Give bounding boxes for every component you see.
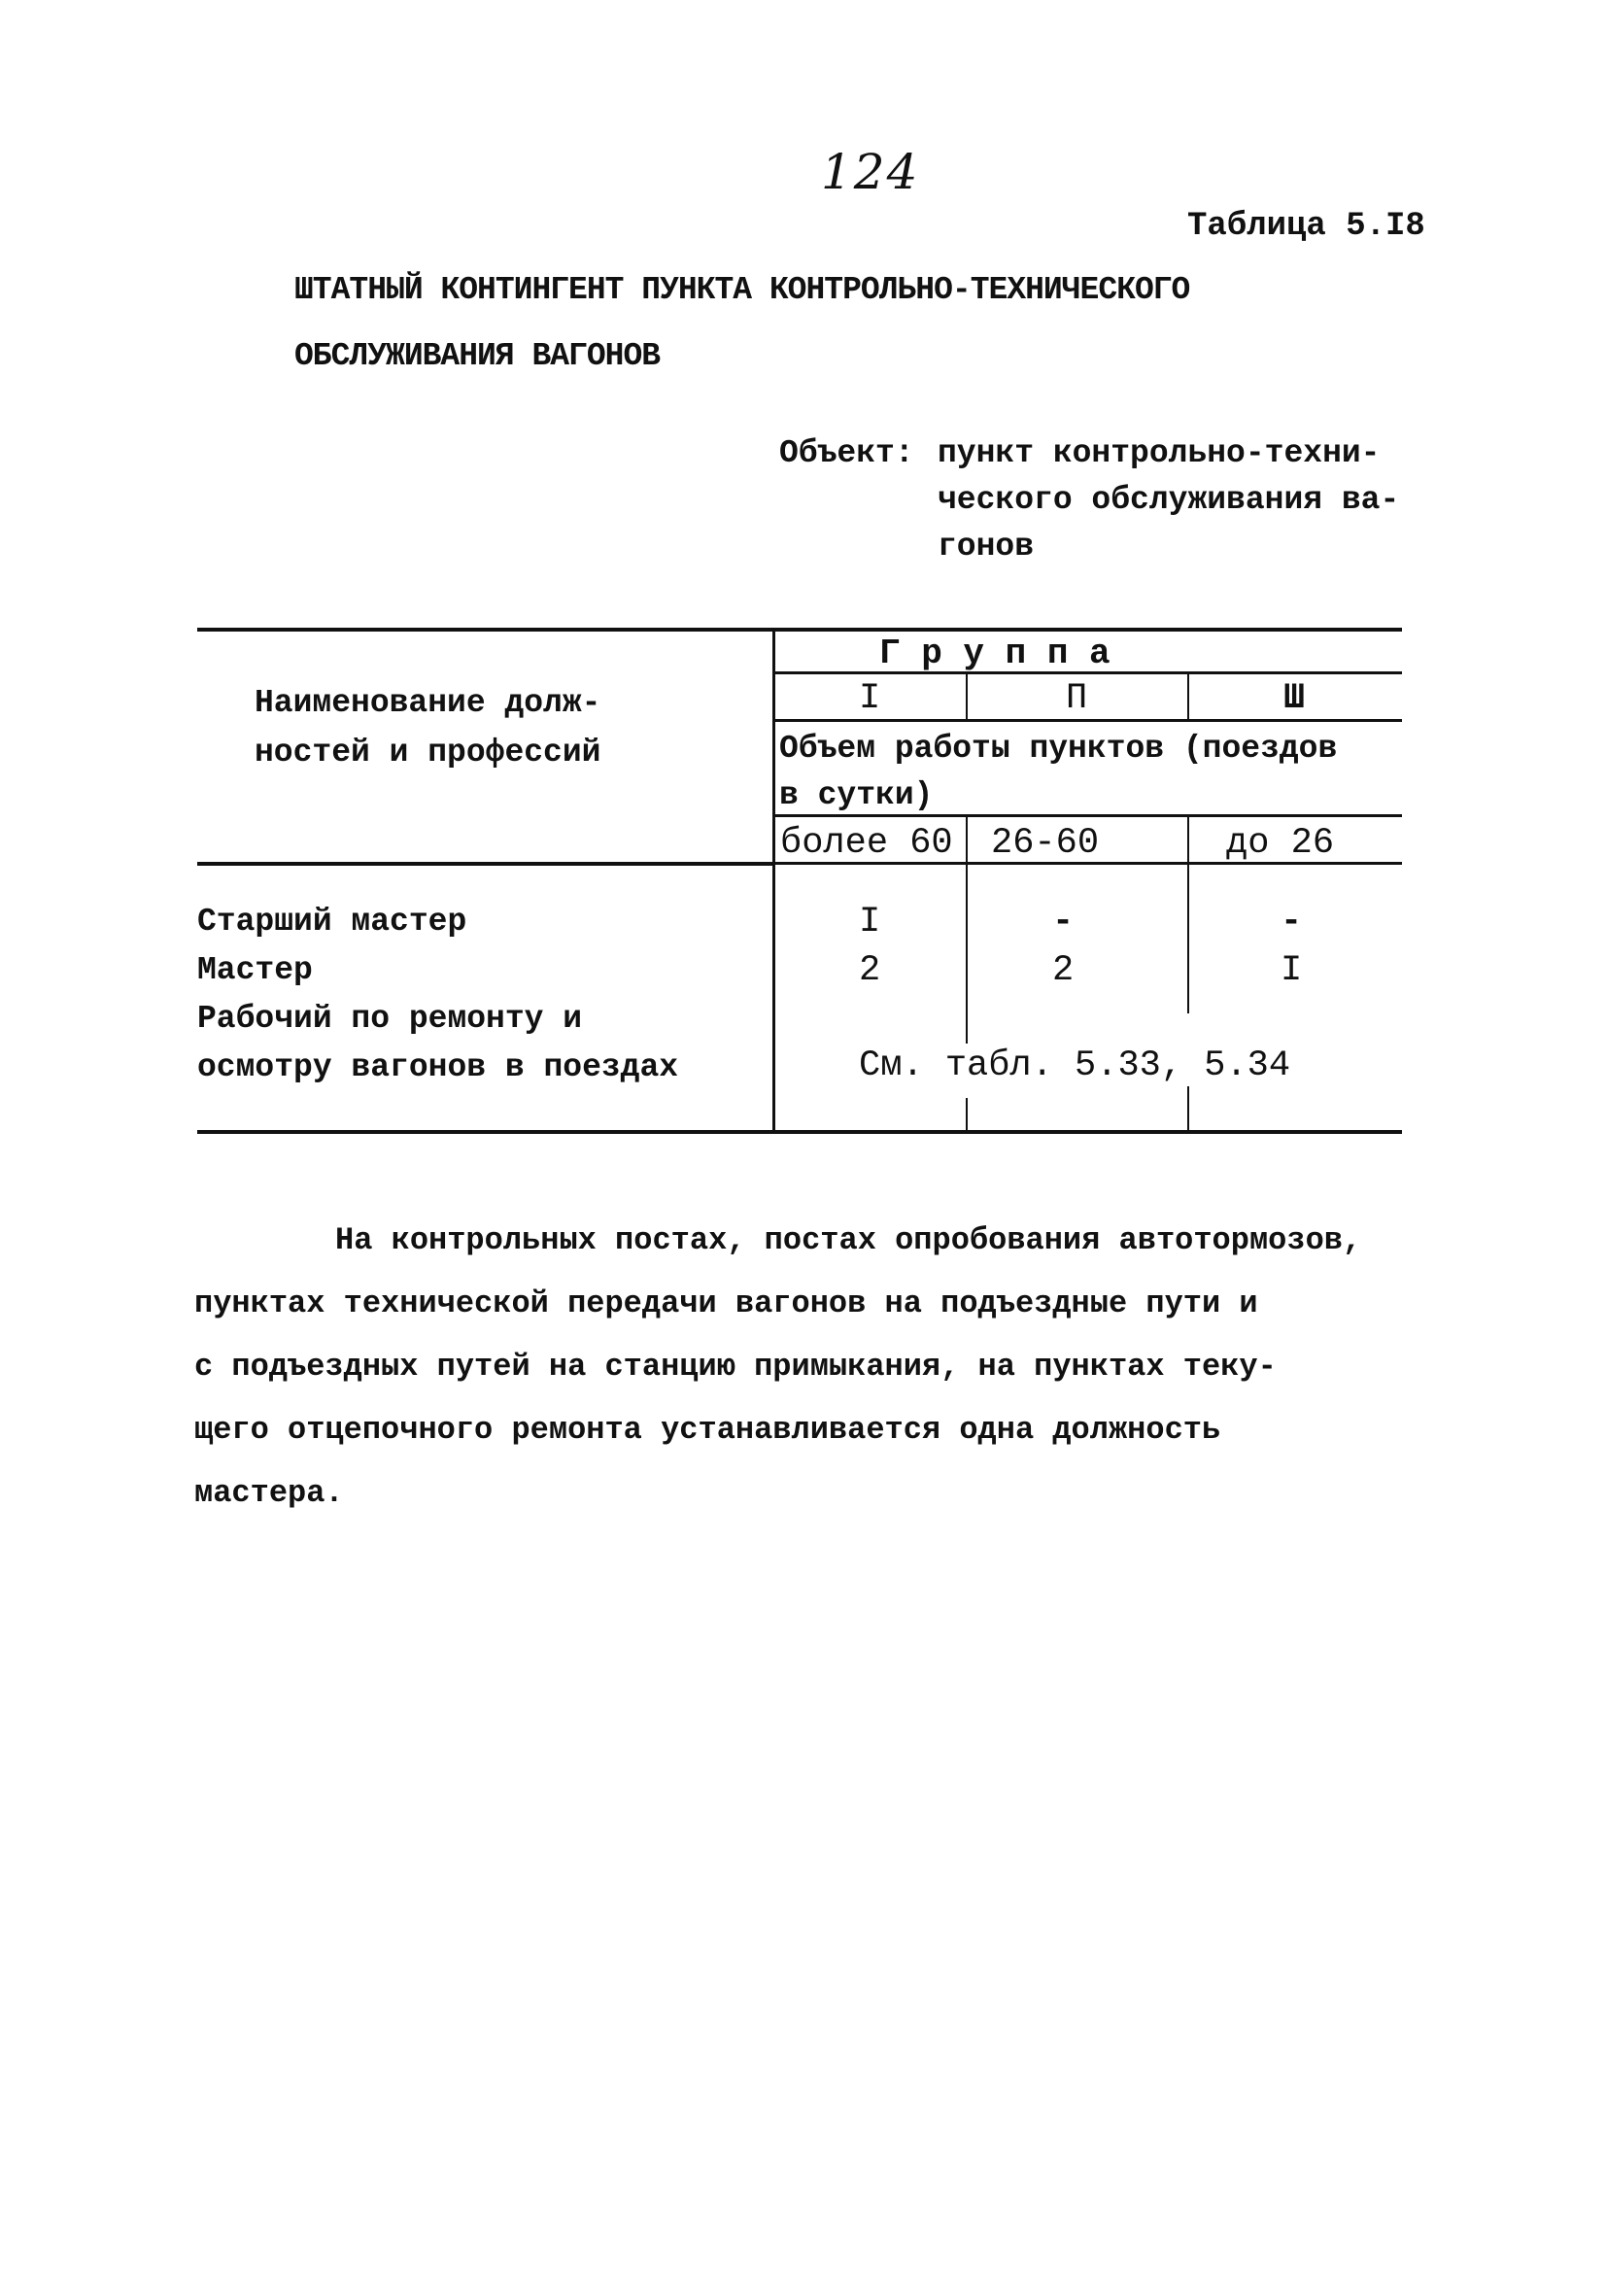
row-name: Старший мастер [197, 904, 467, 940]
row-value-group-1: 2 [859, 950, 881, 991]
page-number: 124 [821, 144, 920, 200]
header-bottom-rule [197, 862, 774, 866]
row-value-group-1: I [859, 902, 881, 942]
volume-range-1: более 60 [780, 823, 953, 864]
title-line-1: ШТАТНЫЙ КОНТИНГЕНТ ПУНКТА КОНТРОЛЬНО-ТЕХНИЧЕСКОГО [294, 272, 1190, 308]
object-line-3: гонов [938, 529, 1035, 565]
volume-range-2: 26-60 [991, 823, 1100, 864]
row-value-group-3: - [1281, 902, 1303, 942]
group-divider-1 [966, 814, 968, 1044]
row-value-group-2: 2 [1052, 950, 1075, 991]
paragraph-line-5: мастера. [194, 1475, 344, 1511]
volume-header-line-2: в сутки) [779, 777, 934, 813]
object-label: Объект: [779, 435, 914, 471]
title-line-2: ОБСЛУЖИВАНИЯ ВАГОНОВ [294, 338, 661, 374]
volume-range-3: до 26 [1226, 823, 1335, 864]
row-name: Мастер [197, 952, 313, 988]
paragraph-line-3: с подъездных путей на станцию примыкания, на пунктах теку- [194, 1349, 1277, 1385]
name-header-line-1: Наименование долж- [255, 685, 601, 721]
group-divider-2-top [1187, 671, 1189, 721]
worker-name-line-2: осмотру вагонов в поездах [197, 1049, 679, 1085]
table-label: Таблица 5.I8 [1187, 208, 1425, 245]
group-number-3: Ш [1283, 678, 1306, 719]
name-column-divider [772, 628, 775, 1134]
group-divider-1-top [966, 671, 968, 721]
group-divider-2 [1187, 814, 1189, 1013]
group-number-rule [774, 719, 1402, 722]
name-header-line-2: ностей и профессий [255, 735, 601, 771]
worker-name-line-1: Рабочий по ремонту и [197, 1001, 583, 1037]
worker-reference: См. табл. 5.33, 5.34 [859, 1045, 1291, 1086]
group-number-1: I [859, 678, 881, 719]
volume-header-rule [774, 814, 1402, 817]
paragraph-line-4: щего отцепочного ремонта устанавливается одна должность [194, 1412, 1221, 1448]
paragraph-line-1: На контрольных постах, постах опробования автотормозов, [335, 1222, 1362, 1258]
table-top-rule [197, 628, 1402, 632]
object-line-2: ческого обслуживания ва- [938, 482, 1400, 518]
row-value-group-2: - [1052, 902, 1075, 942]
row-value-group-3: I [1281, 950, 1303, 991]
group-divider-1-bottom [966, 1098, 968, 1132]
group-header: Г р у п п а [879, 634, 1111, 673]
paragraph-line-2: пунктах технической передачи вагонов на подъездные пути и [194, 1285, 1258, 1321]
object-line-1: пункт контрольно-техни- [938, 435, 1381, 471]
table-bottom-rule [197, 1130, 1402, 1134]
volume-header-line-1: Объем работы пунктов (поездов [779, 731, 1338, 767]
group-number-2: П [1066, 678, 1088, 719]
